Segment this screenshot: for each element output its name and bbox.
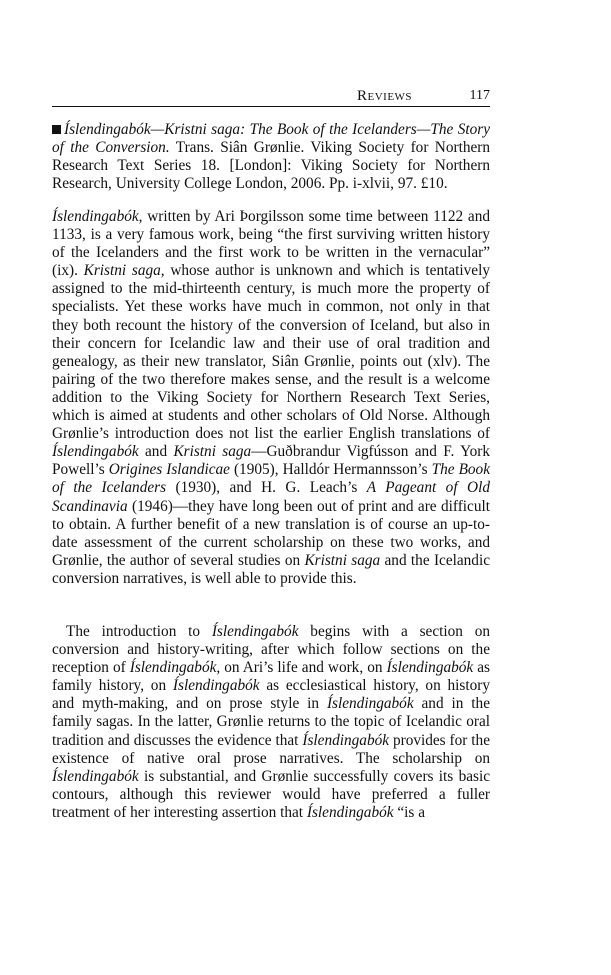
- para1-seg: Kristni saga,: [83, 262, 165, 280]
- para2-seg: Íslendingabók,: [129, 659, 221, 677]
- para2-seg: as ecclesiastical history, on history and myth-making, and on prose style in: [52, 677, 490, 713]
- para2-seg: “is a: [393, 803, 425, 821]
- header-rule: [52, 106, 490, 107]
- para2-seg: Íslendingabók: [211, 623, 299, 640]
- para1-seg: Origines Islandicae: [108, 461, 230, 479]
- para2-seg: is substantial, and Grønlie successfully covers its basic contours, although this reviewer would have preferred a fuller treatment of her interesting assertion that: [52, 767, 490, 821]
- para1-seg: Íslendingabók,: [52, 208, 143, 225]
- running-header-section: Reviews: [357, 88, 413, 104]
- para1-seg: (1930), and H. G. Leach’s: [166, 479, 367, 497]
- review-paragraph-1: [52, 208, 490, 588]
- para1-seg: —Guðbrandur Vigfússon and F. York Powell’s: [52, 443, 490, 479]
- para2-seg: Íslendingabók: [302, 731, 390, 749]
- para1-seg: and: [138, 443, 174, 461]
- para2-seg: Íslendingabók: [52, 767, 139, 785]
- para2-seg: and in the family sagas. In the latter, Grønlie returns to the topic of Icelandic oral tradition and discusses the evidence that: [52, 695, 490, 749]
- para1-seg: A Pageant of Old Scandinavia: [52, 479, 490, 515]
- bullet-icon: [52, 125, 61, 134]
- para1-seg: (1946)—they have long been out of print and are difficult to obtain. A further benefit of a new translation is of course an up-to-date assessment of the current scholarship on these two works, and Grønlie, the author of several studies on: [52, 497, 490, 569]
- running-header: [52, 86, 490, 106]
- book-title: Íslendingabók—Kristni saga: The Book of the Icelanders—The Story of the Conversion.: [52, 121, 490, 157]
- para2-seg: Íslendingabók: [326, 695, 414, 713]
- para2-seg: on Ari’s life and work, on: [220, 659, 387, 677]
- para1-seg: The Book of the Icelanders: [52, 461, 490, 497]
- book-citation: [52, 121, 490, 193]
- para2-seg: Íslendingabók: [306, 803, 394, 821]
- book-details: Trans. Siân Grønlie. Viking Society for Northern Research Text Series 18. [London]: Viking Society for Northern Research, University College London, 2006. Pp. i-xlvii, 97. £10.: [52, 139, 491, 193]
- para2-seg: as family history, on: [52, 659, 490, 695]
- review-paragraph-2: [52, 623, 490, 822]
- para2-seg: begins with a section on conversion and history-writing, after which follow sections on the reception of: [52, 623, 490, 677]
- para1-seg: written by Ari Þorgilsson some time between 1122 and 1133, is a very famous work, being “the first surviving written history of the Icelanders and the first work to be written in the vernacular” (ix).: [52, 208, 490, 280]
- para1-seg: whose author is unknown and which is tentatively assigned to the mid-thirteenth century, is much more the property of specialists. Yet these works have much in common, not only in that they both recount the history of the conversion of Iceland, but also in their concern for Icelandic law and their use of oral tradition and genealogy, as their new translator, Siân Grønlie, points out (xlv). The pairing of the two therefore makes sense, and the result is a welcome addition to the Viking Society for Northern Research Text Series, which is aimed at students and other scholars of Old Norse. Although Grønlie’s introduction does not list the earlier English translations of: [52, 262, 490, 443]
- para2-seg: The introduction to: [66, 623, 212, 640]
- para1-seg: and the Icelandic conversion narratives, is well able to provide this.: [52, 551, 490, 587]
- para2-seg: Íslendingabók: [172, 677, 260, 695]
- para1-seg: Kristni saga: [304, 551, 381, 569]
- para1-seg: Íslendingabók: [52, 443, 139, 461]
- para1-seg: (1905), Halldór Hermannsson’s: [229, 461, 432, 479]
- page-number: 117: [469, 88, 490, 103]
- para1-seg: Kristni saga: [173, 443, 252, 461]
- para2-seg: Íslendingabók: [386, 659, 474, 677]
- para2-seg: provides for the existence of native oral prose narratives. The scholarship on: [52, 731, 490, 767]
